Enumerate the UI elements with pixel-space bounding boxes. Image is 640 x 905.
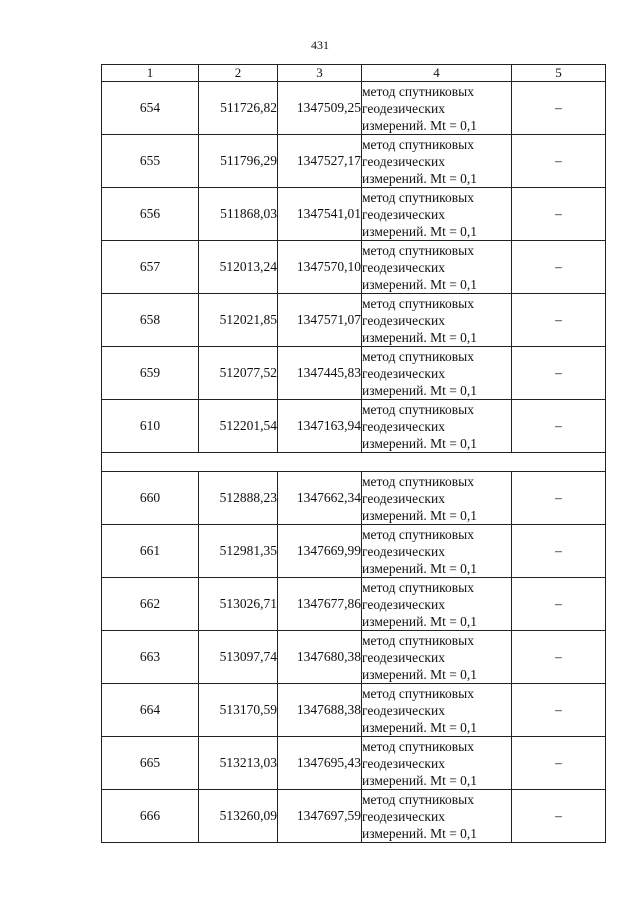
y-coordinate-cell: 1347697,59 (278, 790, 362, 843)
note-cell: – (512, 472, 606, 525)
table-row (102, 188, 606, 241)
separator-group (102, 453, 606, 472)
note-cell: – (512, 684, 606, 737)
x-coordinate-cell: 512013,24 (199, 241, 278, 294)
table-row (102, 631, 606, 684)
note-cell: – (512, 525, 606, 578)
note-cell: – (512, 578, 606, 631)
method-line: геодезических (362, 312, 445, 328)
x-coordinate-cell: 511726,82 (199, 82, 278, 135)
header-row (102, 65, 606, 82)
method-line: измерений. Mt = 0,1 (362, 435, 478, 451)
y-coordinate-cell: 1347571,07 (278, 294, 362, 347)
table-row (102, 294, 606, 347)
x-coordinate-cell: 513026,71 (199, 578, 278, 631)
point-number-cell: 663 (102, 631, 199, 684)
y-coordinate-cell: 1347445,83 (278, 347, 362, 400)
y-coordinate-cell: 1347541,01 (278, 188, 362, 241)
method-line: метод спутниковых (362, 295, 474, 311)
method-line: геодезических (362, 365, 445, 381)
method-cell (362, 631, 512, 684)
note-cell: – (512, 294, 606, 347)
y-coordinate-cell: 1347688,38 (278, 684, 362, 737)
x-coordinate-cell: 513170,59 (199, 684, 278, 737)
method-cell (362, 472, 512, 525)
x-coordinate-cell: 512201,54 (199, 400, 278, 453)
y-coordinate-cell: 1347669,99 (278, 525, 362, 578)
x-coordinate-cell: 511796,29 (199, 135, 278, 188)
table-row (102, 790, 606, 843)
method-line: измерений. Mt = 0,1 (362, 117, 478, 133)
method-line: измерений. Mt = 0,1 (362, 170, 478, 186)
point-number-cell: 658 (102, 294, 199, 347)
method-cell (362, 82, 512, 135)
note-cell: – (512, 347, 606, 400)
method-line: измерений. Mt = 0,1 (362, 719, 478, 735)
table-row (102, 472, 606, 525)
table-row (102, 241, 606, 294)
method-cell (362, 294, 512, 347)
x-coordinate-cell: 512981,35 (199, 525, 278, 578)
separator-cell (102, 453, 606, 472)
x-coordinate-cell: 512888,23 (199, 472, 278, 525)
method-line: метод спутниковых (362, 136, 474, 152)
method-line: метод спутниковых (362, 791, 474, 807)
method-line: геодезических (362, 755, 445, 771)
page-number: 431 (311, 38, 329, 52)
separator-row (102, 453, 606, 472)
method-line: метод спутниковых (362, 738, 474, 754)
point-number-cell: 661 (102, 525, 199, 578)
method-cell (362, 241, 512, 294)
header-cell-1: 1 (102, 65, 199, 82)
method-line: геодезических (362, 649, 445, 665)
table-body-group-a (102, 82, 606, 453)
note-cell: – (512, 400, 606, 453)
method-line: измерений. Mt = 0,1 (362, 772, 478, 788)
table-row (102, 82, 606, 135)
method-line: геодезических (362, 206, 445, 222)
method-line: метод спутниковых (362, 579, 474, 595)
method-line: геодезических (362, 418, 445, 434)
table-row (102, 684, 606, 737)
y-coordinate-cell: 1347163,94 (278, 400, 362, 453)
table-body-group-b (102, 472, 606, 843)
method-line: метод спутниковых (362, 242, 474, 258)
method-line: измерений. Mt = 0,1 (362, 666, 478, 682)
method-cell (362, 347, 512, 400)
point-number-cell: 610 (102, 400, 199, 453)
point-number-cell: 657 (102, 241, 199, 294)
y-coordinate-cell: 1347570,10 (278, 241, 362, 294)
table-row (102, 525, 606, 578)
table-row (102, 400, 606, 453)
x-coordinate-cell: 512077,52 (199, 347, 278, 400)
header-cell-3: 3 (278, 65, 362, 82)
method-line: метод спутниковых (362, 189, 474, 205)
x-coordinate-cell: 513213,03 (199, 737, 278, 790)
method-line: геодезических (362, 808, 445, 824)
method-line: измерений. Mt = 0,1 (362, 276, 478, 292)
point-number-cell: 654 (102, 82, 199, 135)
method-line: геодезических (362, 596, 445, 612)
method-cell (362, 790, 512, 843)
method-line: геодезических (362, 702, 445, 718)
table-row (102, 347, 606, 400)
method-line: метод спутниковых (362, 685, 474, 701)
method-line: геодезических (362, 259, 445, 275)
x-coordinate-cell: 512021,85 (199, 294, 278, 347)
method-line: геодезических (362, 543, 445, 559)
y-coordinate-cell: 1347662,34 (278, 472, 362, 525)
table-row (102, 737, 606, 790)
header-cell-4: 4 (362, 65, 512, 82)
header-cell-5: 5 (512, 65, 606, 82)
y-coordinate-cell: 1347677,86 (278, 578, 362, 631)
note-cell: – (512, 790, 606, 843)
method-line: метод спутниковых (362, 473, 474, 489)
point-number-cell: 656 (102, 188, 199, 241)
x-coordinate-cell: 513097,74 (199, 631, 278, 684)
point-number-cell: 664 (102, 684, 199, 737)
method-line: метод спутниковых (362, 526, 474, 542)
method-line: метод спутниковых (362, 632, 474, 648)
method-line: измерений. Mt = 0,1 (362, 223, 478, 239)
method-cell (362, 684, 512, 737)
point-number-cell: 665 (102, 737, 199, 790)
method-line: геодезических (362, 100, 445, 116)
method-line: измерений. Mt = 0,1 (362, 382, 478, 398)
method-line: геодезических (362, 490, 445, 506)
method-cell (362, 400, 512, 453)
point-number-cell: 655 (102, 135, 199, 188)
method-line: метод спутниковых (362, 83, 474, 99)
table-row (102, 135, 606, 188)
note-cell: – (512, 737, 606, 790)
method-cell (362, 188, 512, 241)
y-coordinate-cell: 1347680,38 (278, 631, 362, 684)
method-cell (362, 578, 512, 631)
y-coordinate-cell: 1347527,17 (278, 135, 362, 188)
x-coordinate-cell: 511868,03 (199, 188, 278, 241)
y-coordinate-cell: 1347695,43 (278, 737, 362, 790)
x-coordinate-cell: 513260,09 (199, 790, 278, 843)
method-line: измерений. Mt = 0,1 (362, 507, 478, 523)
point-number-cell: 659 (102, 347, 199, 400)
note-cell: – (512, 188, 606, 241)
header-cell-2: 2 (199, 65, 278, 82)
y-coordinate-cell: 1347509,25 (278, 82, 362, 135)
method-line: измерений. Mt = 0,1 (362, 329, 478, 345)
method-line: измерений. Mt = 0,1 (362, 613, 478, 629)
method-line: измерений. Mt = 0,1 (362, 560, 478, 576)
point-number-cell: 666 (102, 790, 199, 843)
method-line: метод спутниковых (362, 401, 474, 417)
note-cell: – (512, 631, 606, 684)
note-cell: – (512, 135, 606, 188)
method-cell (362, 525, 512, 578)
method-line: геодезических (362, 153, 445, 169)
point-number-cell: 662 (102, 578, 199, 631)
coordinates-table (101, 64, 606, 843)
note-cell: – (512, 241, 606, 294)
method-cell (362, 737, 512, 790)
method-line: метод спутниковых (362, 348, 474, 364)
method-cell (362, 135, 512, 188)
method-line: измерений. Mt = 0,1 (362, 825, 478, 841)
table-row (102, 578, 606, 631)
note-cell: – (512, 82, 606, 135)
point-number-cell: 660 (102, 472, 199, 525)
